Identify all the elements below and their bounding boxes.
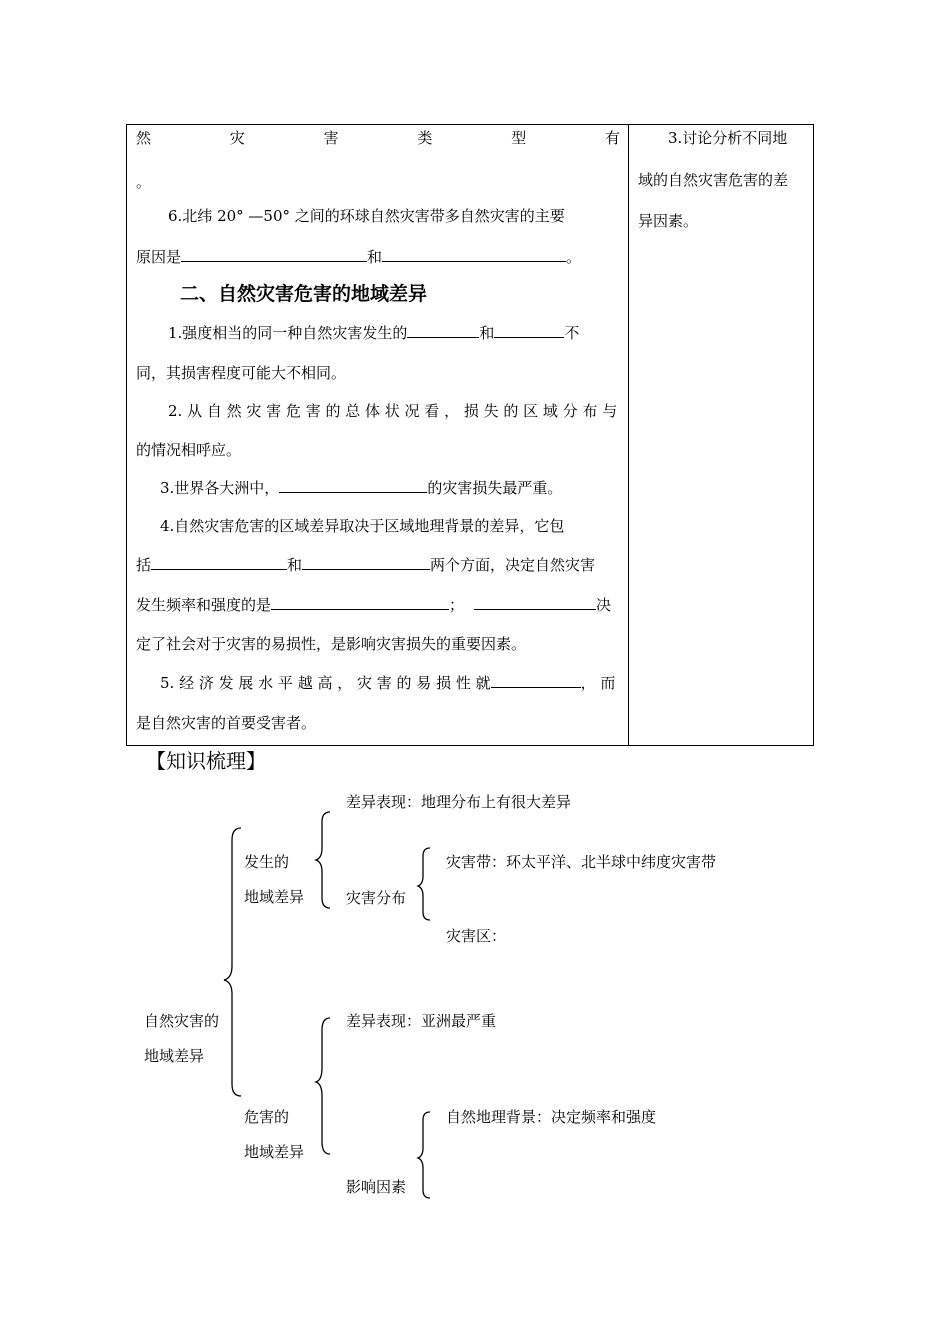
right-note-line3: 异因素。 [638, 212, 699, 230]
question-6-text: 6.北纬 20° —50° 之间的环球自然灾害带多自然灾害的主要 [168, 207, 565, 225]
brace-harm [316, 1018, 330, 1154]
s2-question-3: 3.世界各大洲中， 的灾害损失最严重。 [160, 479, 563, 497]
occur-diff: 差异表现：地理分布上有很大差异 [346, 793, 572, 811]
s2-question-5: 5. 经 济 发 展 水 平 越 高 ， 灾 害 的 易 损 性 就 ， 而 [160, 674, 616, 692]
char: 灾 [229, 129, 245, 147]
s2-question-2-continued: 的情况相呼应。 [136, 441, 242, 459]
char: 然 [136, 129, 152, 147]
occur-distribution: 灾害分布 [346, 889, 407, 907]
brace-distribution [418, 848, 430, 920]
s2-question-5-continued: 是自然灾害的首要受害者。 [136, 714, 317, 732]
right-note-line1: 3.讨论分析不同地 [668, 129, 788, 147]
disaster-belt: 灾害带：环太平洋、北半球中纬度灾害带 [446, 853, 717, 871]
harm-label-1: 危害的 [244, 1108, 290, 1126]
brace-factor [418, 1112, 430, 1198]
occur-label-2: 地域差异 [244, 888, 305, 906]
question-6-continued: 原因是 和 。 [136, 248, 582, 266]
brace-occur [316, 812, 330, 908]
s2-question-4: 4.自然灾害危害的区域差异取决于区域地理背景的差异，它包 [160, 517, 565, 535]
char: 类 [417, 129, 433, 147]
harm-factor: 影响因素 [346, 1178, 407, 1196]
brace-main [224, 828, 241, 1096]
s2-question-4-line2: 括 和 两个方面，决定自然灾害 [136, 556, 596, 574]
harm-diff: 差异表现：亚洲最严重 [346, 1012, 497, 1030]
natural-background: 自然地理背景：决定频率和强度 [446, 1108, 657, 1126]
root-label-2: 地域差异 [144, 1047, 205, 1065]
line-end-mark: 。 [136, 173, 152, 191]
root-label-1: 自然灾害的 [144, 1012, 220, 1030]
char: 型 [511, 129, 527, 147]
char: 害 [323, 129, 339, 147]
harm-label-2: 地域差异 [244, 1143, 305, 1161]
s2-question-1: 1.强度相当的同一种自然灾害发生的 和 不 [168, 324, 580, 342]
section-title: 二、自然灾害危害的地域差异 [180, 283, 428, 305]
occur-label-1: 发生的 [244, 853, 290, 871]
s2-question-4-line3: 发生频率和强度的是 ； 决 [136, 596, 612, 614]
knowledge-heading: 【知识梳理】 [146, 749, 266, 773]
s2-question-1-continued: 同，其损害程度可能大不相同。 [136, 364, 347, 382]
char: 有 [604, 129, 620, 147]
right-note-line2: 域的自然灾害危害的差 [638, 171, 789, 189]
s2-question-4-line4: 定了社会对于灾害的易损性，是影响灾害损失的重要因素。 [136, 635, 527, 653]
disaster-zone: 灾害区： [446, 927, 507, 945]
s2-question-2: 2. 从 自 然 灾 害 危 害 的 总 体 状 况 看 ， 损 失 的 区 域 分 布 与 [168, 402, 618, 420]
